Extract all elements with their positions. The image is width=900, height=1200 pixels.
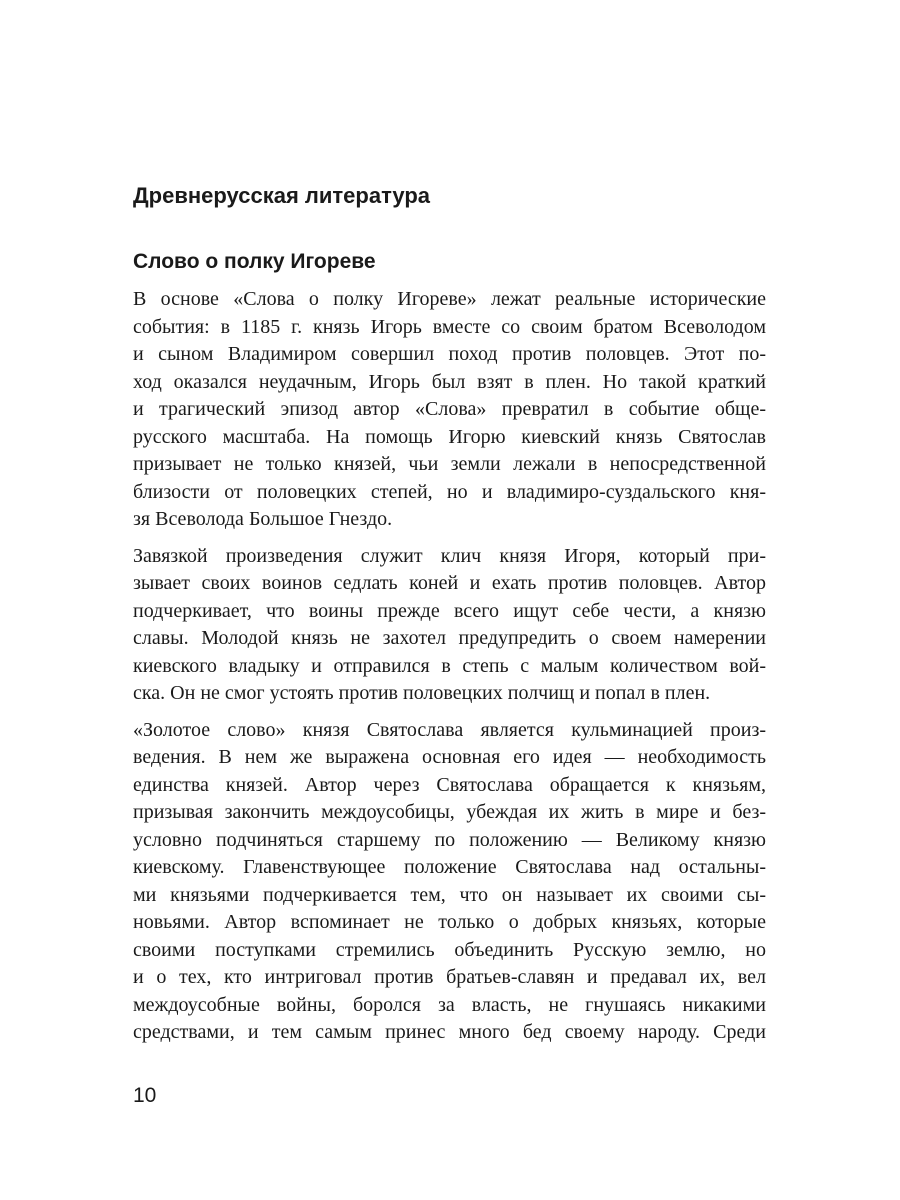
text-line: «Золотое слово» князя Святослава является кульминацией произ-	[133, 718, 766, 741]
book-page	[133, 0, 766, 1200]
text-line: близости от половецких степей, но и владимиро-суздальского кня-	[133, 480, 766, 503]
text-line: ведения. В нем же выражена основная его идея — необходимость	[133, 746, 766, 768]
text-line: Завязкой произведения служит клич князя Игоря, который при-	[133, 544, 766, 567]
text-line: русского масштаба. На помощь Игорю киевский князь Святослав	[133, 425, 766, 448]
text-line: события: в 1185 г. князь Игорь вместе со своим братом Всеволодом	[133, 315, 766, 338]
text-line: средствами, и тем самым принес много бед своему народу. Среди	[133, 1021, 766, 1043]
paragraph-1	[133, 286, 766, 534]
text-line: и трагический эпизод автор «Слова» превратил в событие обще-	[133, 398, 766, 420]
text-line: ход оказался неудачным, Игорь был взят в плен. Но такой краткий	[133, 370, 766, 393]
section-title: Слово о полку Игореве	[133, 250, 376, 273]
text-line: ми князьями подчеркивается тем, что он называет их своими сы-	[133, 883, 766, 906]
chapter-title: Древнерусская литература	[133, 183, 431, 208]
text-line: единства князей. Автор через Святослава обращается к князьям,	[133, 773, 766, 796]
text-line: условно подчиняться старшему по положению — Великому князю	[133, 828, 766, 851]
text-line: призывает не только князей, чьи земли лежали в непосредственной	[133, 453, 766, 475]
paragraph-2	[133, 543, 766, 708]
text-line: междоусобные войны, боролся за власть, не гнушаясь никакими	[133, 993, 766, 1016]
text-line: зывает своих воинов седлать коней и ехать против половцев. Автор	[133, 572, 766, 594]
text-line: и сыном Владимиром совершил поход против половцев. Этот по-	[133, 343, 766, 365]
paragraph-3	[133, 717, 766, 1047]
text-line: подчеркивает, что воины прежде всего ищут себе чести, а князю	[133, 599, 766, 622]
page-number: 10	[133, 1084, 157, 1107]
body-text	[133, 286, 766, 1056]
text-line: зя Всеволода Большое Гнездо.	[133, 508, 393, 530]
text-line: славы. Молодой князь не захотел предупредить о своем намерении	[133, 627, 766, 649]
text-line: киевского владыку и отправился в степь с малым количеством вой-	[133, 654, 766, 677]
text-line: новьями. Автор вспоминает не только о добрых князьях, которые	[133, 911, 766, 933]
text-line: своими поступками стремились объединить Русскую землю, но	[133, 938, 766, 961]
text-line: ска. Он не смог устоять против половецких полчищ и попал в плен.	[133, 682, 711, 704]
text-line: и о тех, кто интриговал против братьев-славян и предавал их, вел	[133, 966, 766, 988]
text-line: призывая закончить междоусобицы, убеждая их жить в мире и без-	[133, 801, 766, 823]
text-line: киевскому. Главенствующее положение Святослава над остальны-	[133, 856, 766, 878]
text-line: В основе «Слова о полку Игореве» лежат реальные исторические	[133, 288, 766, 310]
